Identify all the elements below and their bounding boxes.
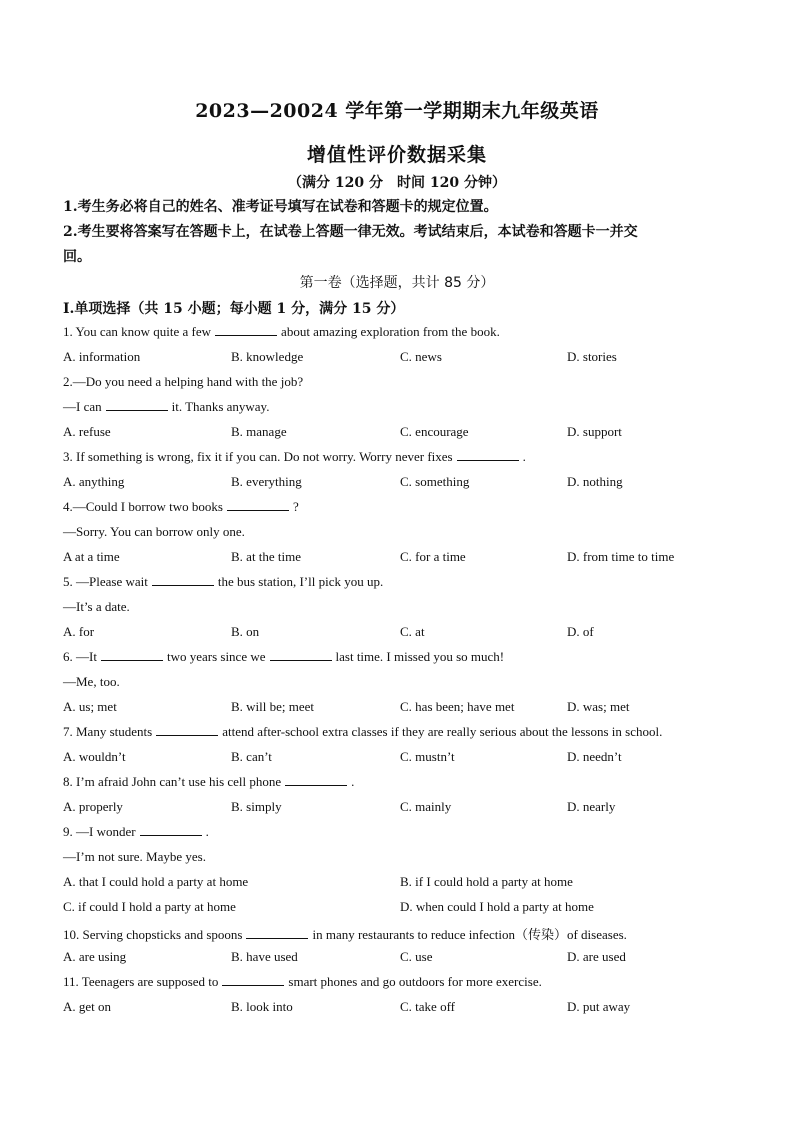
question-4-option-B: B. at the time xyxy=(231,549,302,564)
answer-blank xyxy=(457,449,519,461)
question-5-option-C: C. at xyxy=(400,624,425,639)
question-5-option-D: D. of xyxy=(567,624,594,639)
question-9-line-1 xyxy=(63,824,209,840)
question-2-option-C: C. encourage xyxy=(400,424,469,439)
question-9-option-B: B. if I could hold a party at home xyxy=(400,874,573,889)
question-text: 1. You can know quite a few xyxy=(63,324,212,339)
question-text: it. Thanks anyway. xyxy=(171,399,270,414)
question-5-line-2 xyxy=(63,599,130,615)
question-6-option-B: B. will be; meet xyxy=(231,699,315,714)
question-text: 2.—Do you need a helping hand with the job? xyxy=(63,374,304,389)
question-11-option-D: D. put away xyxy=(567,999,631,1014)
question-3-option-B: B. everything xyxy=(231,474,302,489)
question-2-option-B: B. manage xyxy=(231,424,287,439)
instruction-2-cont: 回。 xyxy=(63,249,91,265)
instruction-2: 2.考生要将答案写在答题卡上，在试卷上答题一律无效。考试结束后，本试卷和答题卡一并交 xyxy=(63,224,638,240)
question-text: last time. I missed you so much! xyxy=(335,649,505,664)
question-text: 11. Teenagers are supposed to xyxy=(63,974,219,989)
answer-blank xyxy=(270,649,332,661)
question-5-line-1 xyxy=(63,574,383,590)
question-7-option-A: A. wouldn’t xyxy=(63,749,126,764)
question-9-line-2 xyxy=(63,849,206,865)
answer-blank xyxy=(101,649,163,661)
question-6-option-A: A. us; met xyxy=(63,699,117,714)
question-10-line-1 xyxy=(63,924,627,943)
question-9-option-A: A. that I could hold a party at home xyxy=(63,874,249,889)
question-text: 10. Serving chopsticks and spoons xyxy=(63,927,243,942)
question-4-option-A: A at a time xyxy=(63,549,120,564)
question-text: attend after-school extra classes if they are really serious about the lessons in school. xyxy=(222,724,663,739)
answer-blank xyxy=(152,574,214,586)
question-9-option-C: C. if could I hold a party at home xyxy=(63,899,236,914)
question-4-line-1 xyxy=(63,499,299,515)
answer-blank xyxy=(285,774,347,786)
question-3-line-1 xyxy=(63,449,526,465)
question-3-option-D: D. nothing xyxy=(567,474,623,489)
question-text: two years since we xyxy=(166,649,266,664)
question-1-option-B: B. knowledge xyxy=(231,349,304,364)
question-8-line-1 xyxy=(63,774,354,790)
question-5-option-B: B. on xyxy=(231,624,260,639)
question-text: ? xyxy=(292,499,299,514)
question-10-option-A: A. are using xyxy=(63,949,127,964)
question-text: 6. —It xyxy=(63,649,97,664)
question-6-option-D: D. was; met xyxy=(567,699,630,714)
question-text: —Me, too. xyxy=(63,674,120,689)
exam-subtitle: 增值性评价数据采集 xyxy=(306,144,487,166)
question-6-option-C: C. has been; have met xyxy=(400,699,515,714)
part-title: Ⅰ.单项选择（共 15 小题；每小题 1 分，满分 15 分） xyxy=(63,301,405,317)
question-text: —I’m not sure. Maybe yes. xyxy=(63,849,206,864)
question-2-option-D: D. support xyxy=(567,424,622,439)
question-11-option-C: C. take off xyxy=(400,999,455,1014)
question-text: 9. —I wonder xyxy=(63,824,136,839)
question-text: the bus station, I’ll pick you up. xyxy=(217,574,384,589)
question-4-option-D: D. from time to time xyxy=(567,549,675,564)
question-7-option-C: C. mustn’t xyxy=(400,749,455,764)
question-text: —It’s a date. xyxy=(63,599,130,614)
question-text: in many restaurants to reduce infection（传染）of diseases. xyxy=(312,927,627,942)
question-11-option-A: A. get on xyxy=(63,999,112,1014)
answer-blank xyxy=(140,824,202,836)
question-11-line-1 xyxy=(63,974,542,990)
question-1-option-D: D. stories xyxy=(567,349,617,364)
exam-title: 2023—20024 学年第一学期期末九年级英语 xyxy=(195,100,599,122)
question-10-option-C: C. use xyxy=(400,949,433,964)
question-8-option-A: A. properly xyxy=(63,799,123,814)
question-2-line-1 xyxy=(63,374,303,390)
question-7-option-B: B. can’t xyxy=(231,749,272,764)
question-1-line-1 xyxy=(63,324,500,340)
question-6-line-1 xyxy=(63,649,504,665)
exam-meta: （满分 120 分 时间 120 分钟） xyxy=(288,175,506,191)
answer-blank xyxy=(227,499,289,511)
question-9-option-D: D. when could I hold a party at home xyxy=(400,899,594,914)
question-7-line-1 xyxy=(63,724,662,740)
answer-blank xyxy=(215,324,277,336)
question-2-option-A: A. refuse xyxy=(63,424,111,439)
question-text: 7. Many students xyxy=(63,724,153,739)
question-text: . xyxy=(351,774,355,789)
question-7-option-D: D. needn’t xyxy=(567,749,622,764)
question-8-option-D: D. nearly xyxy=(567,799,616,814)
question-text: about amazing exploration from the book. xyxy=(281,324,500,339)
question-text: . xyxy=(205,824,209,839)
question-4-line-2 xyxy=(63,524,245,540)
question-10-option-B: B. have used xyxy=(231,949,298,964)
question-text: 3. If something is wrong, fix it if you can. Do not worry. Worry never fixes xyxy=(63,449,453,464)
question-2-line-2 xyxy=(63,399,269,415)
answer-blank xyxy=(156,724,218,736)
answer-blank xyxy=(222,974,284,986)
question-1-option-C: C. news xyxy=(400,349,442,364)
question-1-option-A: A. information xyxy=(63,349,141,364)
answer-blank xyxy=(246,927,308,939)
question-5-option-A: A. for xyxy=(63,624,95,639)
question-text: —I can xyxy=(63,399,102,414)
question-3-option-A: A. anything xyxy=(63,474,125,489)
question-text: smart phones and go outdoors for more exercise. xyxy=(288,974,542,989)
question-text: . xyxy=(522,449,526,464)
question-4-option-C: C. for a time xyxy=(400,549,466,564)
instruction-1: 1.考生务必将自己的姓名、准考证号填写在试卷和答题卡的规定位置。 xyxy=(63,199,498,215)
question-text: 8. I’m afraid John can’t use his cell phone xyxy=(63,774,282,789)
question-text: 5. —Please wait xyxy=(63,574,148,589)
question-8-option-B: B. simply xyxy=(231,799,282,814)
question-8-option-C: C. mainly xyxy=(400,799,452,814)
question-10-option-D: D. are used xyxy=(567,949,626,964)
question-text: 4.—Could I borrow two books xyxy=(63,499,223,514)
answer-blank xyxy=(106,399,168,411)
section-title: 第一卷（选择题，共计 85 分） xyxy=(299,275,495,291)
question-text: —Sorry. You can borrow only one. xyxy=(63,524,245,539)
question-11-option-B: B. look into xyxy=(231,999,293,1014)
question-3-option-C: C. something xyxy=(400,474,470,489)
question-6-line-2 xyxy=(63,674,120,690)
